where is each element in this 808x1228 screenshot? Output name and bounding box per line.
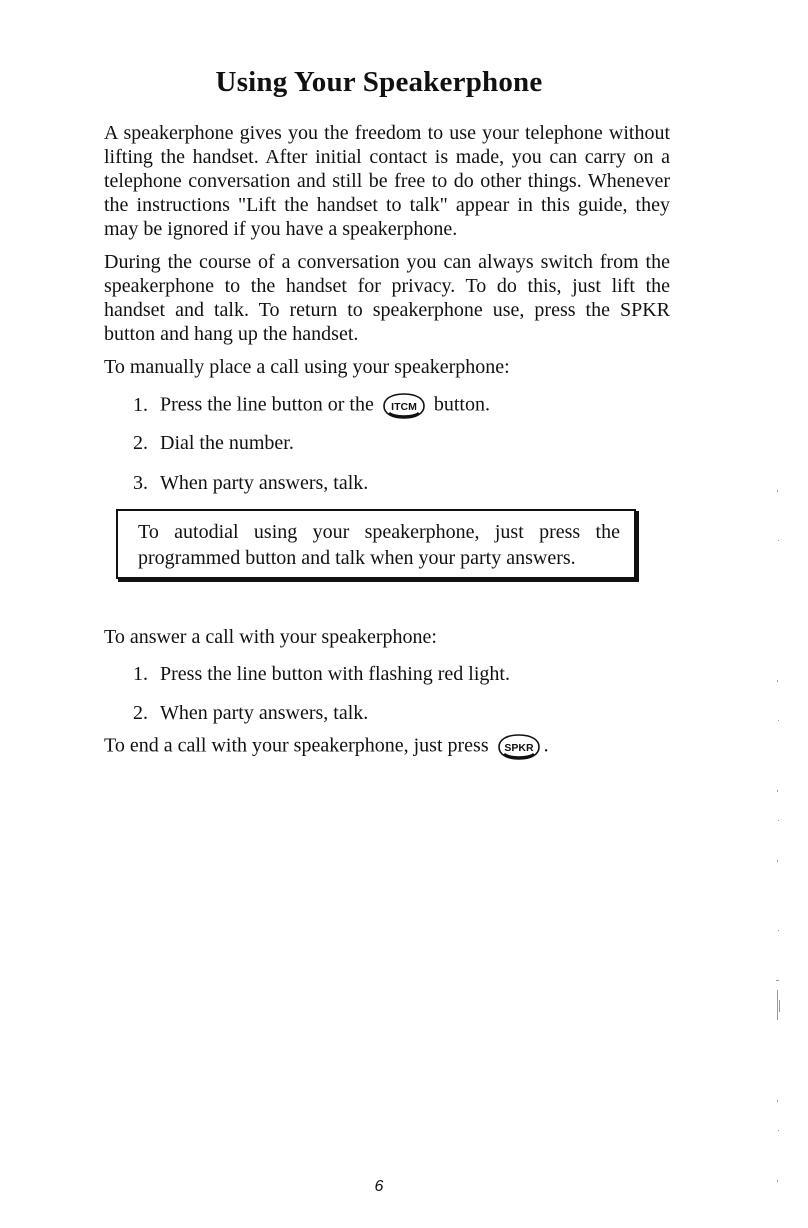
page-number: 6 — [374, 1178, 384, 1195]
manual-call-intro: To manually place a call using your speakerphone: — [104, 356, 510, 378]
step-number: 2. — [133, 702, 148, 724]
spkr-key-icon — [496, 733, 542, 761]
manual-step-3 — [133, 471, 368, 495]
svg-text:SPKR: SPKR — [504, 742, 534, 754]
autodial-callout-text: To autodial using your speakerphone, just press the programmed button and talk when your party answers. — [138, 521, 620, 569]
step-number: 1. — [133, 393, 148, 416]
answer-step-2 — [133, 701, 368, 725]
callout-shadow — [636, 511, 639, 581]
svg-text:ITCM: ITCM — [391, 401, 417, 413]
step-number: 2. — [133, 432, 148, 454]
end-call-period: . — [543, 734, 549, 757]
step-text: When party answers, talk. — [160, 702, 369, 724]
answer-call-intro: To answer a call with your speakerphone: — [104, 626, 437, 648]
itcm-key-icon — [381, 392, 427, 420]
callout-shadow — [118, 579, 639, 582]
intro-paragraph: A speakerphone gives you the freedom to use your telephone without lifting the handset. After initial contact is made, you can carry on a telephone conversation and still be free to do other things. Whenever the instructions "Lift the handset to talk" appear in this guide, they may be ignored if you have a speakerphone. — [104, 122, 670, 240]
step-text: When party answers, talk. — [160, 472, 369, 494]
step-text: Press the line button or the — [160, 393, 374, 416]
step-text-after: button. — [433, 393, 490, 416]
manual-step-1 — [133, 392, 490, 420]
privacy-paragraph: During the course of a conversation you can always switch from the speakerphone to the handset for privacy. To do this, just lift the handset and talk. To return to speakerphone use, press the SPKR button and hang up the handset. — [104, 251, 670, 345]
step-text: Press the line button with flashing red light. — [160, 663, 510, 685]
autodial-callout-box — [116, 509, 636, 579]
manual-step-2 — [133, 431, 294, 455]
answer-step-1 — [133, 662, 510, 686]
step-text: Dial the number. — [160, 432, 294, 454]
end-call-text: To end a call with your speakerphone, just press — [104, 734, 489, 757]
step-number: 3. — [133, 472, 148, 494]
page-title: Using Your Speakerphone — [215, 66, 543, 98]
end-call-line — [104, 733, 549, 761]
scan-margin-specks — [776, 480, 788, 1200]
step-number: 1. — [133, 663, 148, 685]
